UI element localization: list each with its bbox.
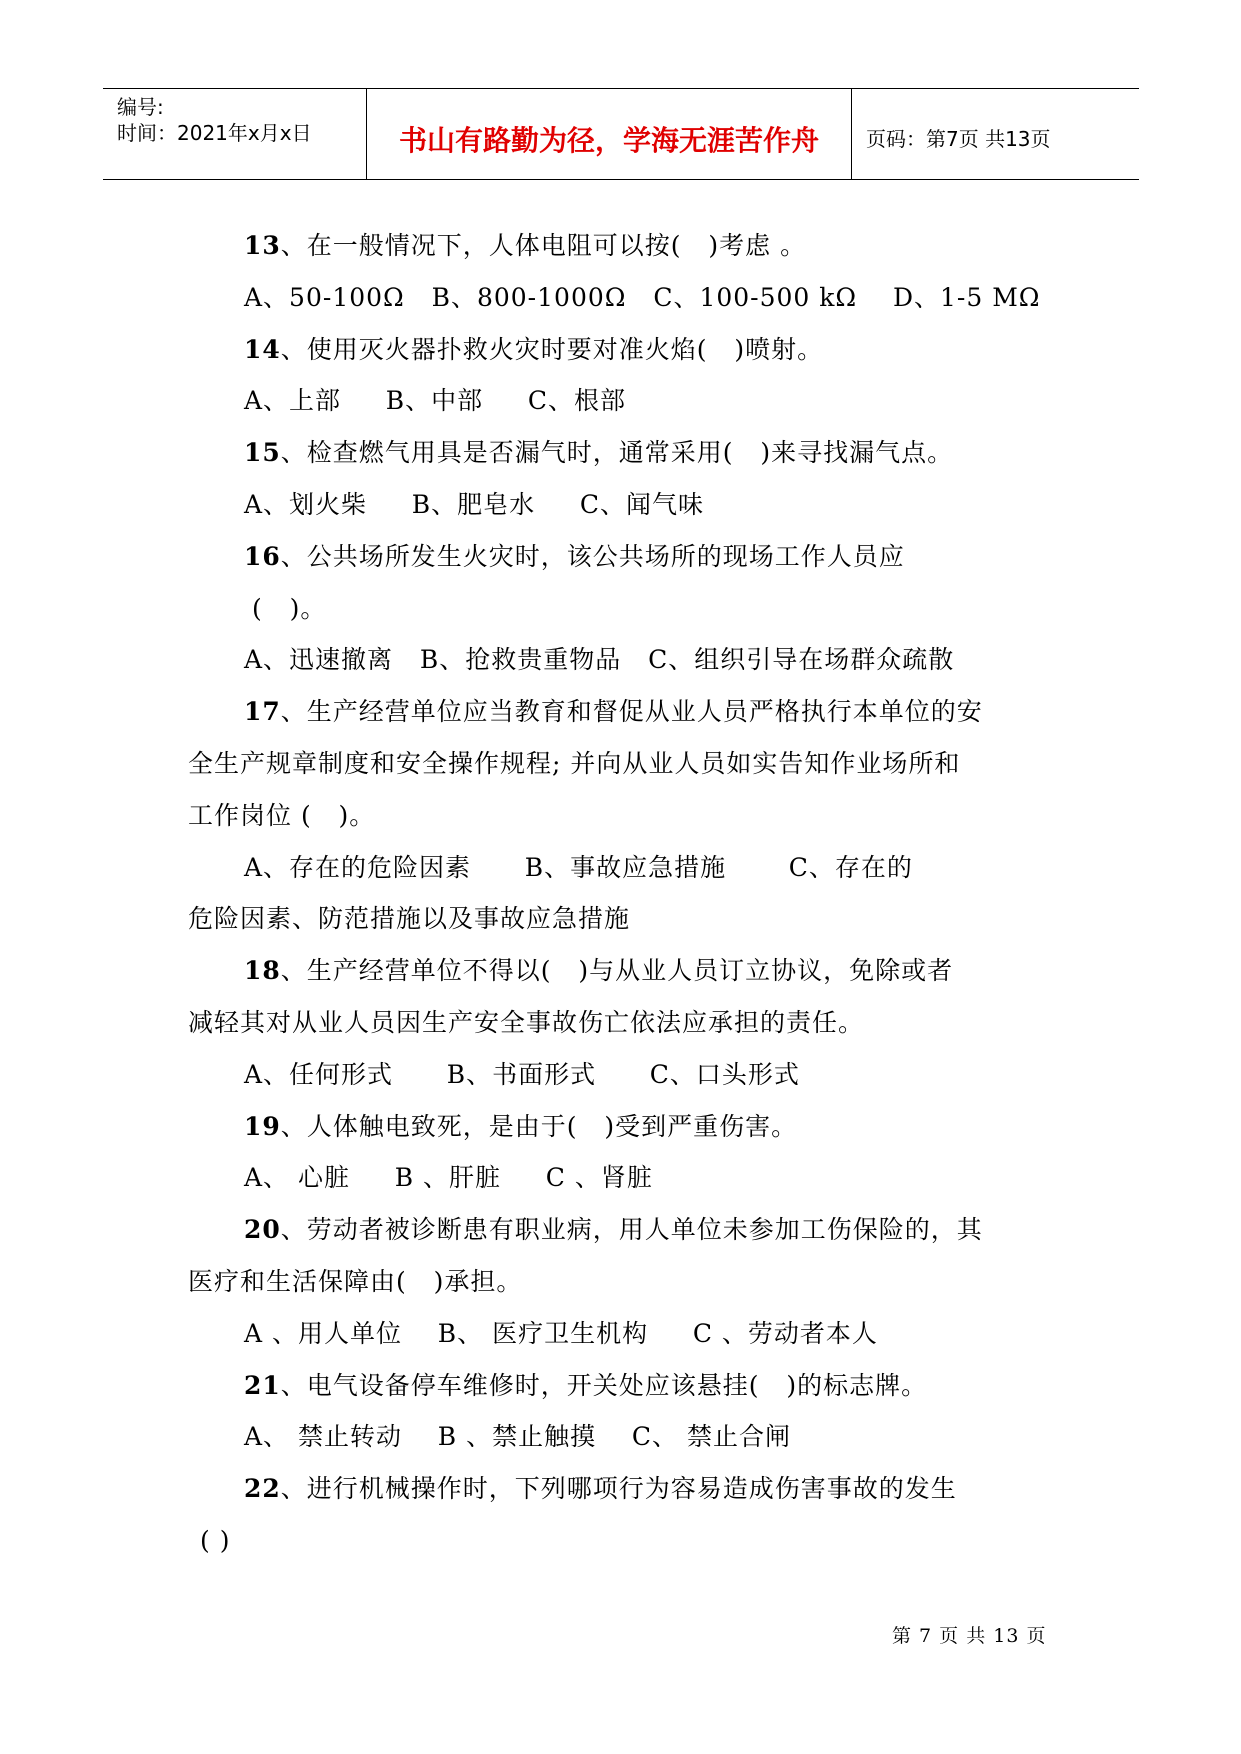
page-header bbox=[103, 88, 1139, 180]
page-footer: 第 7 页 共 13 页 bbox=[892, 1625, 1047, 1647]
options-13: A、50-100Ω B、800-1000Ω C、100-500 kΩ D、1-5 MΩ bbox=[244, 282, 1041, 312]
question-17-continuation: 工作岗位 ( )。 bbox=[188, 800, 376, 830]
options-14: A、上部 B、中部 C、根部 bbox=[244, 386, 627, 416]
options-18: A、任何形式 B、书面形式 C、口头形式 bbox=[244, 1059, 800, 1089]
options-15: A、划火柴 B、肥皂水 C、闻气味 bbox=[244, 489, 705, 519]
motto-text: 书山有路勤为径，学海无涯苦作舟 bbox=[398, 124, 819, 157]
options-20: A 、用人单位 B、 医疗卫生机构 C 、劳动者本人 bbox=[244, 1318, 878, 1348]
question-22: 22、进行机械操作时，下列哪项行为容易造成伤害事故的发生 bbox=[244, 1474, 957, 1504]
question-20-continuation: 医疗和生活保障由( )承担。 bbox=[188, 1266, 523, 1296]
options-17: A、存在的危险因素 B、事故应急措施 C、存在的 bbox=[244, 852, 913, 882]
time-label: 时间：2021年x月x日 bbox=[117, 121, 312, 145]
question-16: 16、公共场所发生火灾时，该公共场所的现场工作人员应 bbox=[244, 541, 905, 571]
page-label: 页码：第7页 共13页 bbox=[866, 127, 1051, 151]
question-15: 15、检查燃气用具是否漏气时，通常采用( )来寻找漏气点。 bbox=[244, 438, 954, 468]
options-21: A、 禁止转动 B 、禁止触摸 C、 禁止合闸 bbox=[244, 1422, 791, 1452]
question-17: 17、生产经营单位应当教育和督促从业人员严格执行本单位的安 bbox=[244, 697, 983, 727]
options-16: A、迅速撤离 B、抢救贵重物品 C、组织引导在场群众疏散 bbox=[244, 645, 955, 675]
question-18: 18、生产经营单位不得以( )与从业人员订立协议，免除或者 bbox=[244, 956, 954, 986]
question-20: 20、劳动者被诊断患有职业病，用人单位未参加工伤保险的，其 bbox=[244, 1215, 983, 1245]
question-19: 19、人体触电致死，是由于( )受到严重伤害。 bbox=[244, 1111, 798, 1141]
question-14: 14、使用灭火器扑救火灾时要对准火焰( )喷射。 bbox=[244, 334, 824, 364]
header-right-cell bbox=[852, 89, 1139, 179]
header-middle-cell bbox=[367, 89, 852, 179]
question-content bbox=[188, 220, 1050, 1567]
question-16-continuation: ( )。 bbox=[252, 593, 327, 623]
question-21: 21、电气设备停车维修时，开关处应该悬挂( )的标志牌。 bbox=[244, 1370, 928, 1400]
question-13: 13、在一般情况下，人体电阻可以按( )考虑 。 bbox=[244, 231, 807, 260]
header-left-cell bbox=[103, 89, 367, 179]
question-17-continuation: 全生产规章制度和安全操作规程; 并向从业人员如实告知作业场所和 bbox=[188, 748, 961, 778]
question-18-continuation: 减轻其对从业人员因生产安全事故伤亡依法应承担的责任。 bbox=[188, 1007, 865, 1037]
question-22-continuation: ( ) bbox=[200, 1525, 231, 1555]
options-19: A、 心脏 B 、肝脏 C 、肾脏 bbox=[244, 1163, 653, 1193]
number-label: 编号: bbox=[117, 95, 164, 119]
options-17-continuation: 危险因素、防范措施以及事故应急措施 bbox=[188, 904, 631, 934]
